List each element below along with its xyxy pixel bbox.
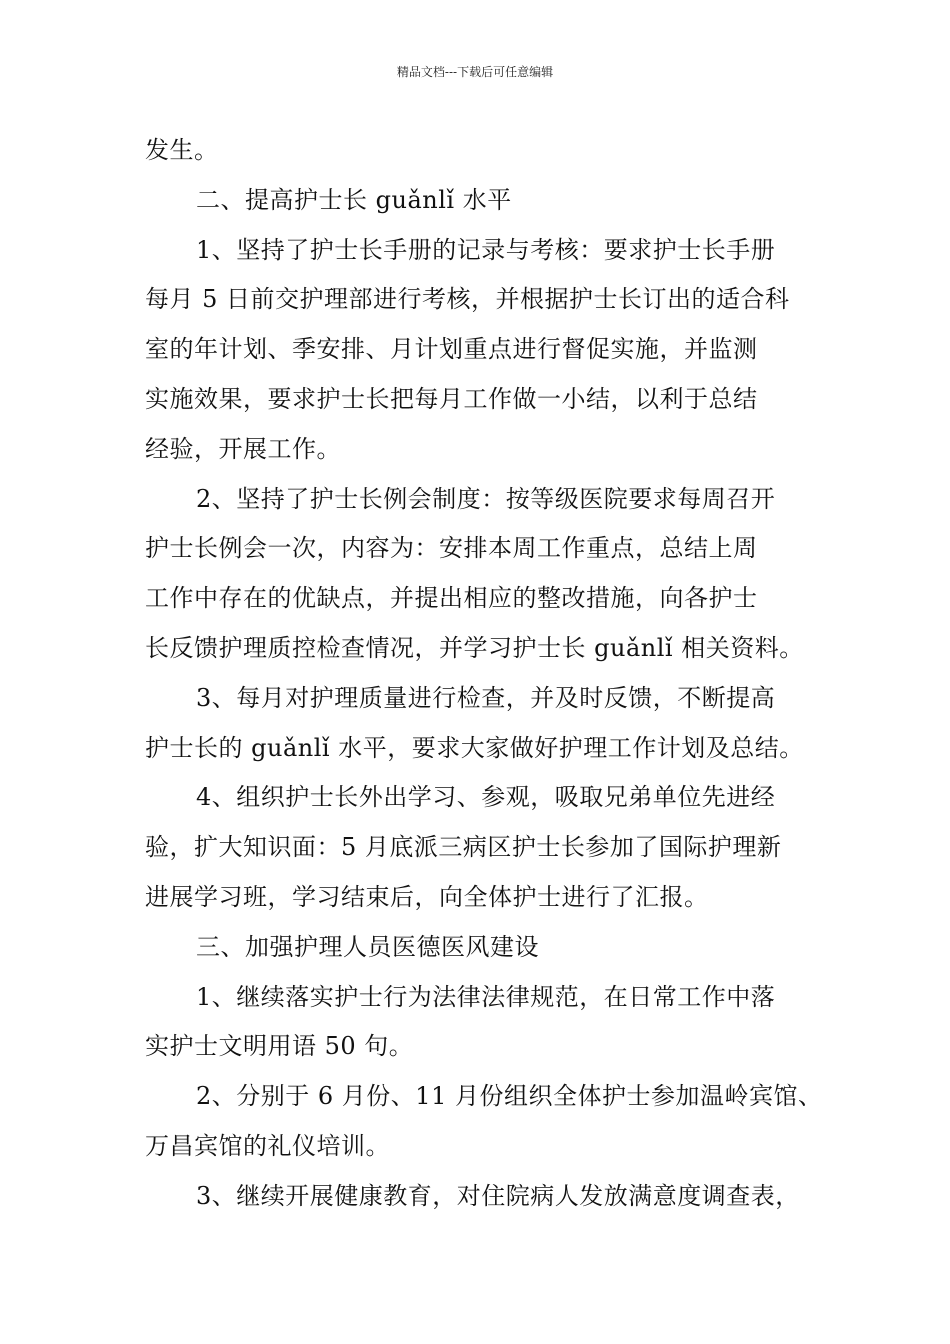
text-line: 每月 5 日前交护理部进行考核，并根据护士长订出的适合科 xyxy=(145,285,790,314)
text-line: 4、组织护士长外出学习、参观，吸取兄弟单位先进经 xyxy=(196,783,776,812)
text-line: 验，扩大知识面：5 月底派三病区护士长参加了国际护理新 xyxy=(145,833,782,862)
text-line: 1、坚持了护士长手册的记录与考核：要求护士长手册 xyxy=(196,235,776,264)
document-body xyxy=(145,126,830,1222)
text-line: 2、分别于 6 月份、11 月份组织全体护士参加温岭宾馆、 xyxy=(196,1082,823,1111)
text-line: 三、加强护理人员医德医风建设 xyxy=(196,932,539,961)
text-line: 室的年计划、季安排、月计划重点进行督促实施，并监测 xyxy=(145,335,758,364)
text-line: 长反馈护理质控检查情况，并学习护士长 guǎnlǐ 相关资料。 xyxy=(145,633,804,662)
page-header: 精品文档---下载后可任意编辑 xyxy=(396,65,554,79)
text-line: 发生。 xyxy=(145,136,219,164)
text-line: 2、坚持了护士长例会制度：按等级医院要求每周召开 xyxy=(196,484,776,513)
text-line: 实护士文明用语 50 句。 xyxy=(145,1032,414,1061)
text-line: 经验，开展工作。 xyxy=(145,434,341,463)
text-line: 进展学习班，学习结束后，向全体护士进行了汇报。 xyxy=(145,882,709,911)
text-line: 万昌宾馆的礼仪培训。 xyxy=(145,1131,390,1160)
text-line: 护士长的 guǎnlǐ 水平，要求大家做好护理工作计划及总结。 xyxy=(145,733,804,762)
text-line: 3、继续开展健康教育，对住院病人发放满意度调查表， xyxy=(196,1181,800,1210)
text-line: 3、每月对护理质量进行检查，并及时反馈，不断提高 xyxy=(196,683,776,712)
text-line: 工作中存在的优缺点，并提出相应的整改措施，向各护士 xyxy=(145,584,758,613)
text-line: 护士长例会一次，内容为：安排本周工作重点，总结上周 xyxy=(145,534,758,563)
text-line: 二、提高护士长 guǎnlǐ 水平 xyxy=(196,185,512,214)
text-line: 1、继续落实护士行为法律法律规范，在日常工作中落 xyxy=(196,982,776,1011)
text-line: 实施效果，要求护士长把每月工作做一小结，以利于总结 xyxy=(145,384,758,413)
